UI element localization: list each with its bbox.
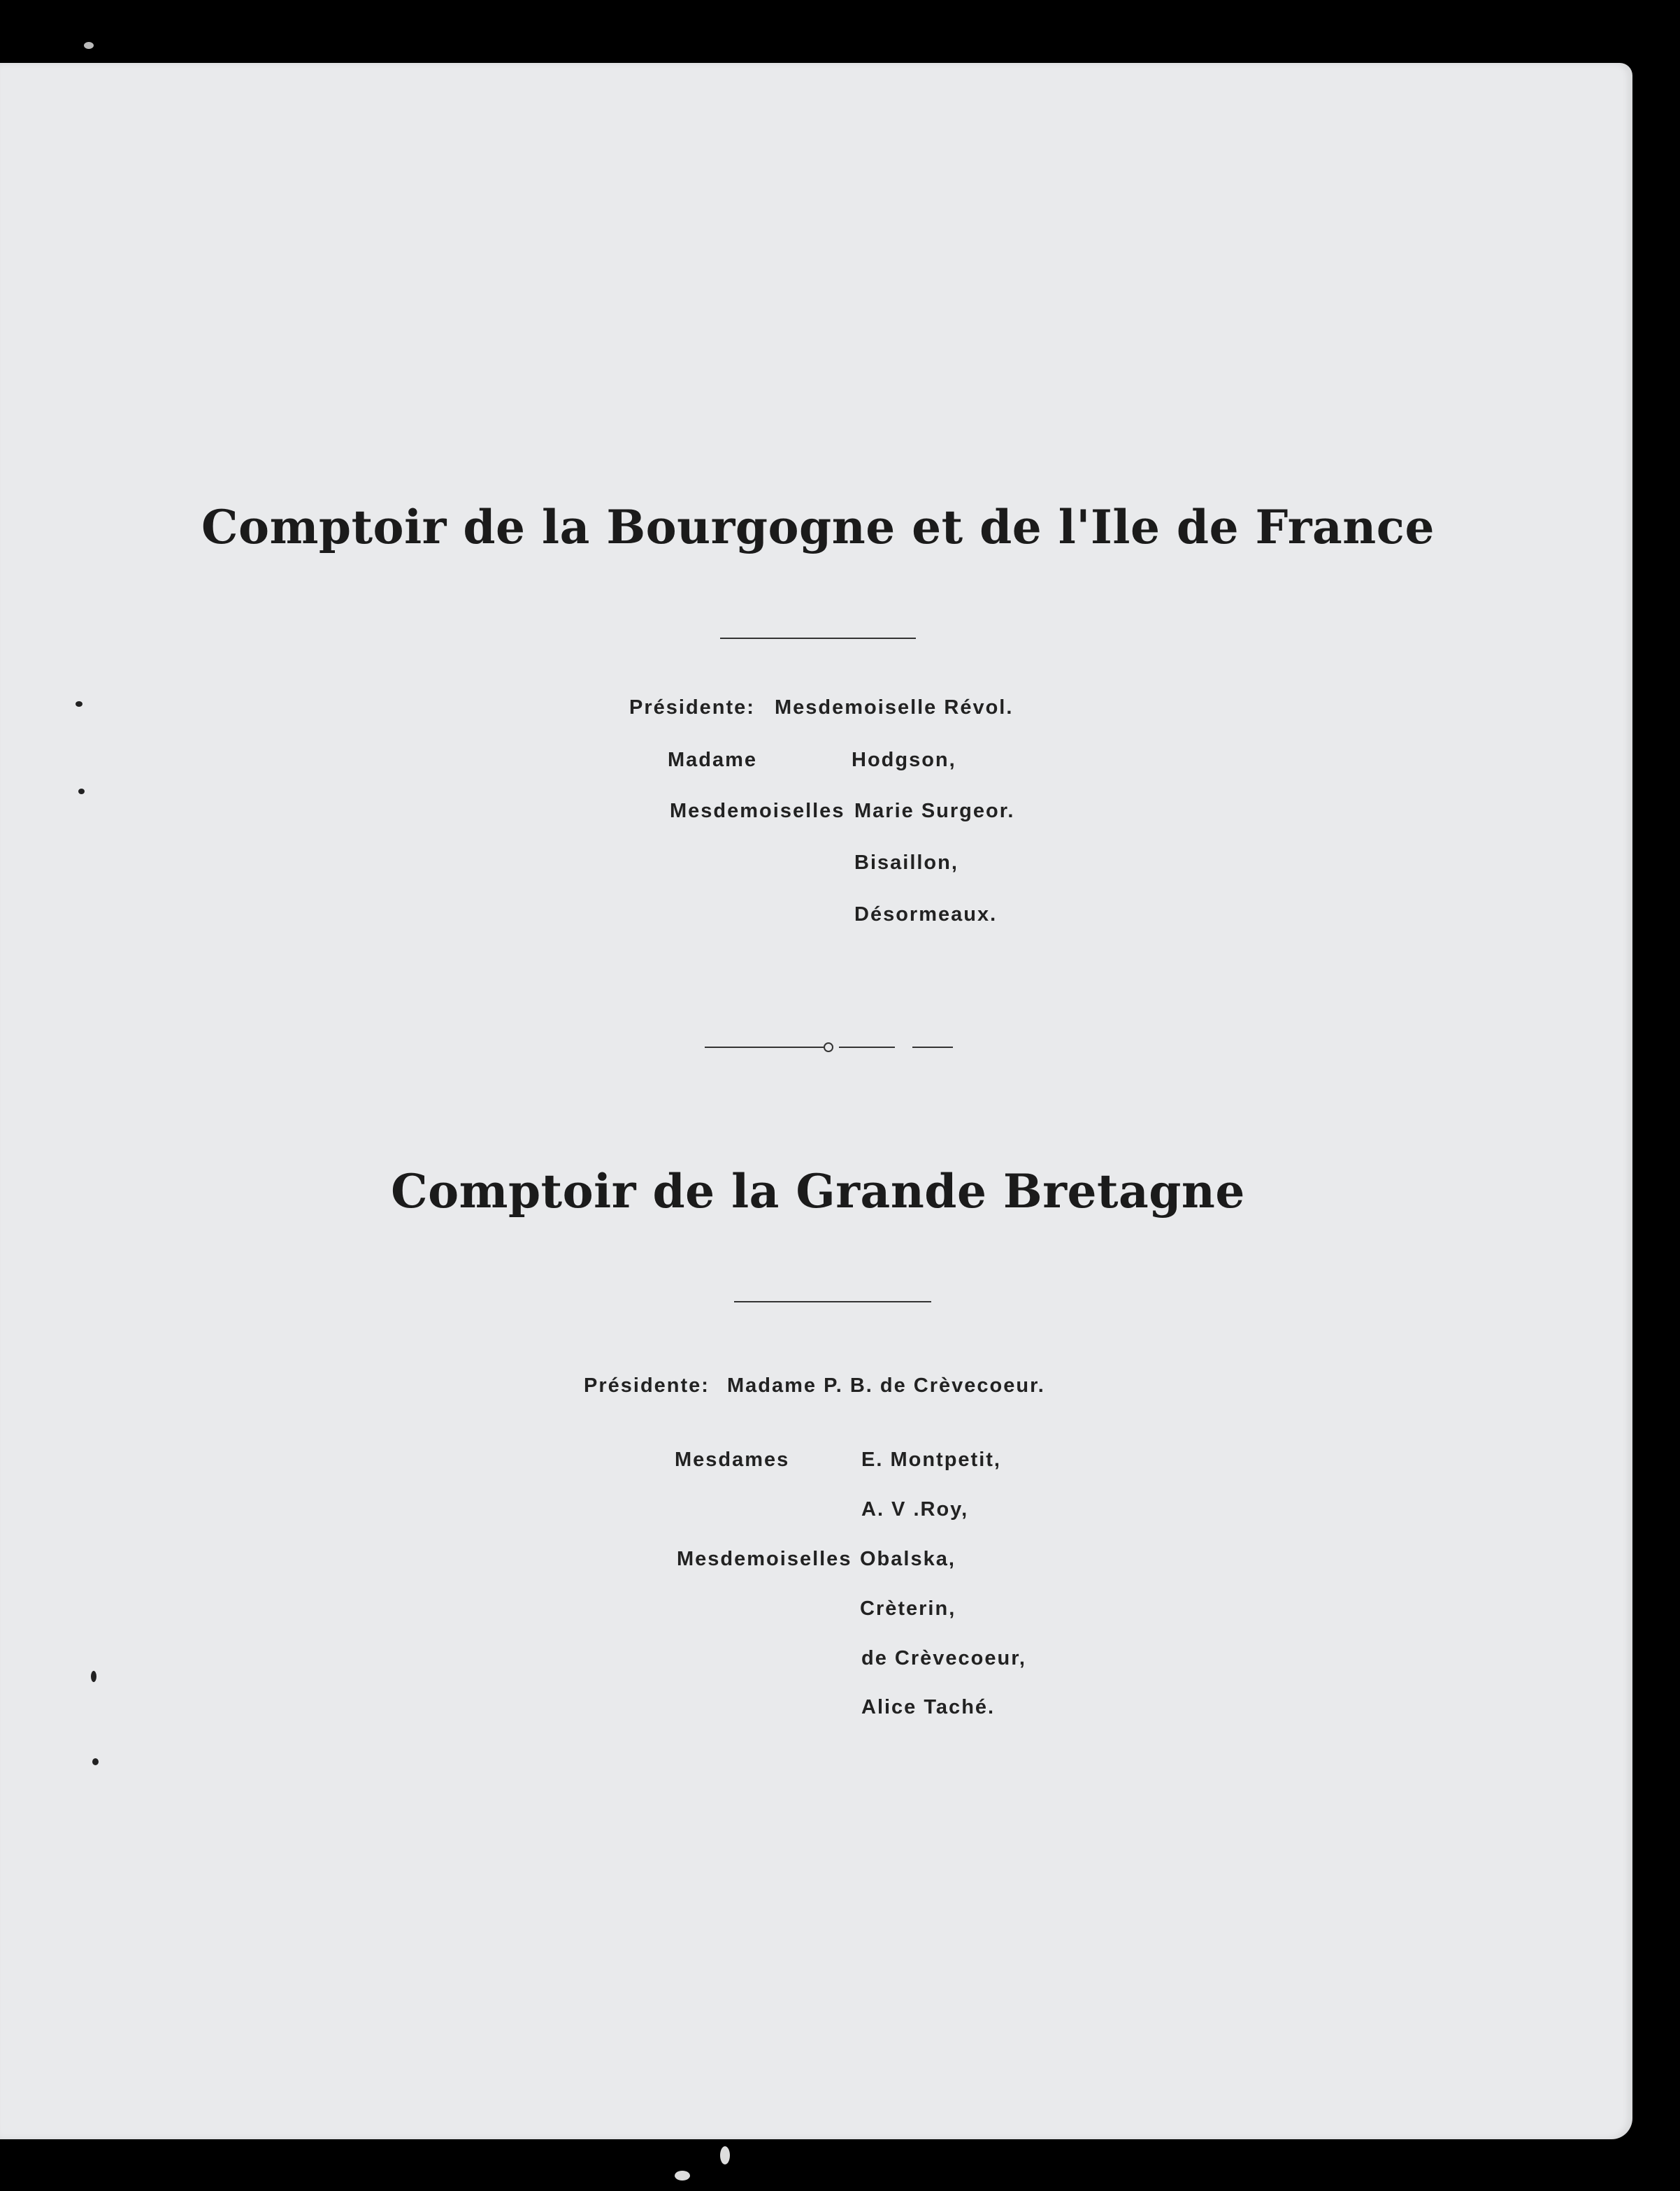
member-title: Mesdames [675, 1449, 790, 1471]
member-title: Madame [668, 749, 758, 771]
document-page [0, 63, 1632, 2139]
scan-speck [92, 1758, 99, 1765]
member-name: A. V .Roy, [861, 1498, 969, 1521]
title-underline [720, 638, 916, 639]
member-title: Mesdemoiselles [677, 1548, 852, 1570]
president-name: Madame P. B. de Crèvecoeur. [727, 1374, 1045, 1397]
member-name: Bisaillon, [854, 852, 959, 874]
scan-speck [91, 1671, 96, 1682]
president-label: Présidente: [629, 696, 755, 719]
president-name: Mesdemoiselle Révol. [775, 696, 1014, 719]
scan-speck [76, 701, 82, 707]
member-name: Obalska, [860, 1548, 956, 1570]
divider-ring [824, 1042, 833, 1052]
scan-speck [84, 42, 94, 49]
scan-speck [675, 2171, 690, 2181]
divider-segment [912, 1047, 953, 1048]
member-name: Désormeaux. [854, 903, 998, 926]
scan-speck [720, 2146, 730, 2164]
president-label: Présidente: [584, 1374, 710, 1397]
member-name: Alice Taché. [861, 1696, 996, 1718]
member-name: de Crèvecoeur, [861, 1647, 1026, 1669]
member-name: E. Montpetit, [861, 1449, 1001, 1471]
member-name: Marie Surgeor. [854, 800, 1015, 822]
title-underline [734, 1301, 931, 1302]
member-name: Crèterin, [860, 1597, 956, 1620]
divider-segment [839, 1047, 895, 1048]
scan-speck [78, 789, 85, 794]
member-name: Hodgson, [852, 749, 956, 771]
section-title-bourgogne: Comptoir de la Bourgogne et de l'Ile de France [201, 500, 1435, 554]
section-title-grande-bretagne: Comptoir de la Grande Bretagne [391, 1164, 1245, 1219]
section-divider-ornament [699, 1040, 958, 1054]
divider-segment [705, 1047, 824, 1048]
member-title: Mesdemoiselles [670, 800, 845, 822]
